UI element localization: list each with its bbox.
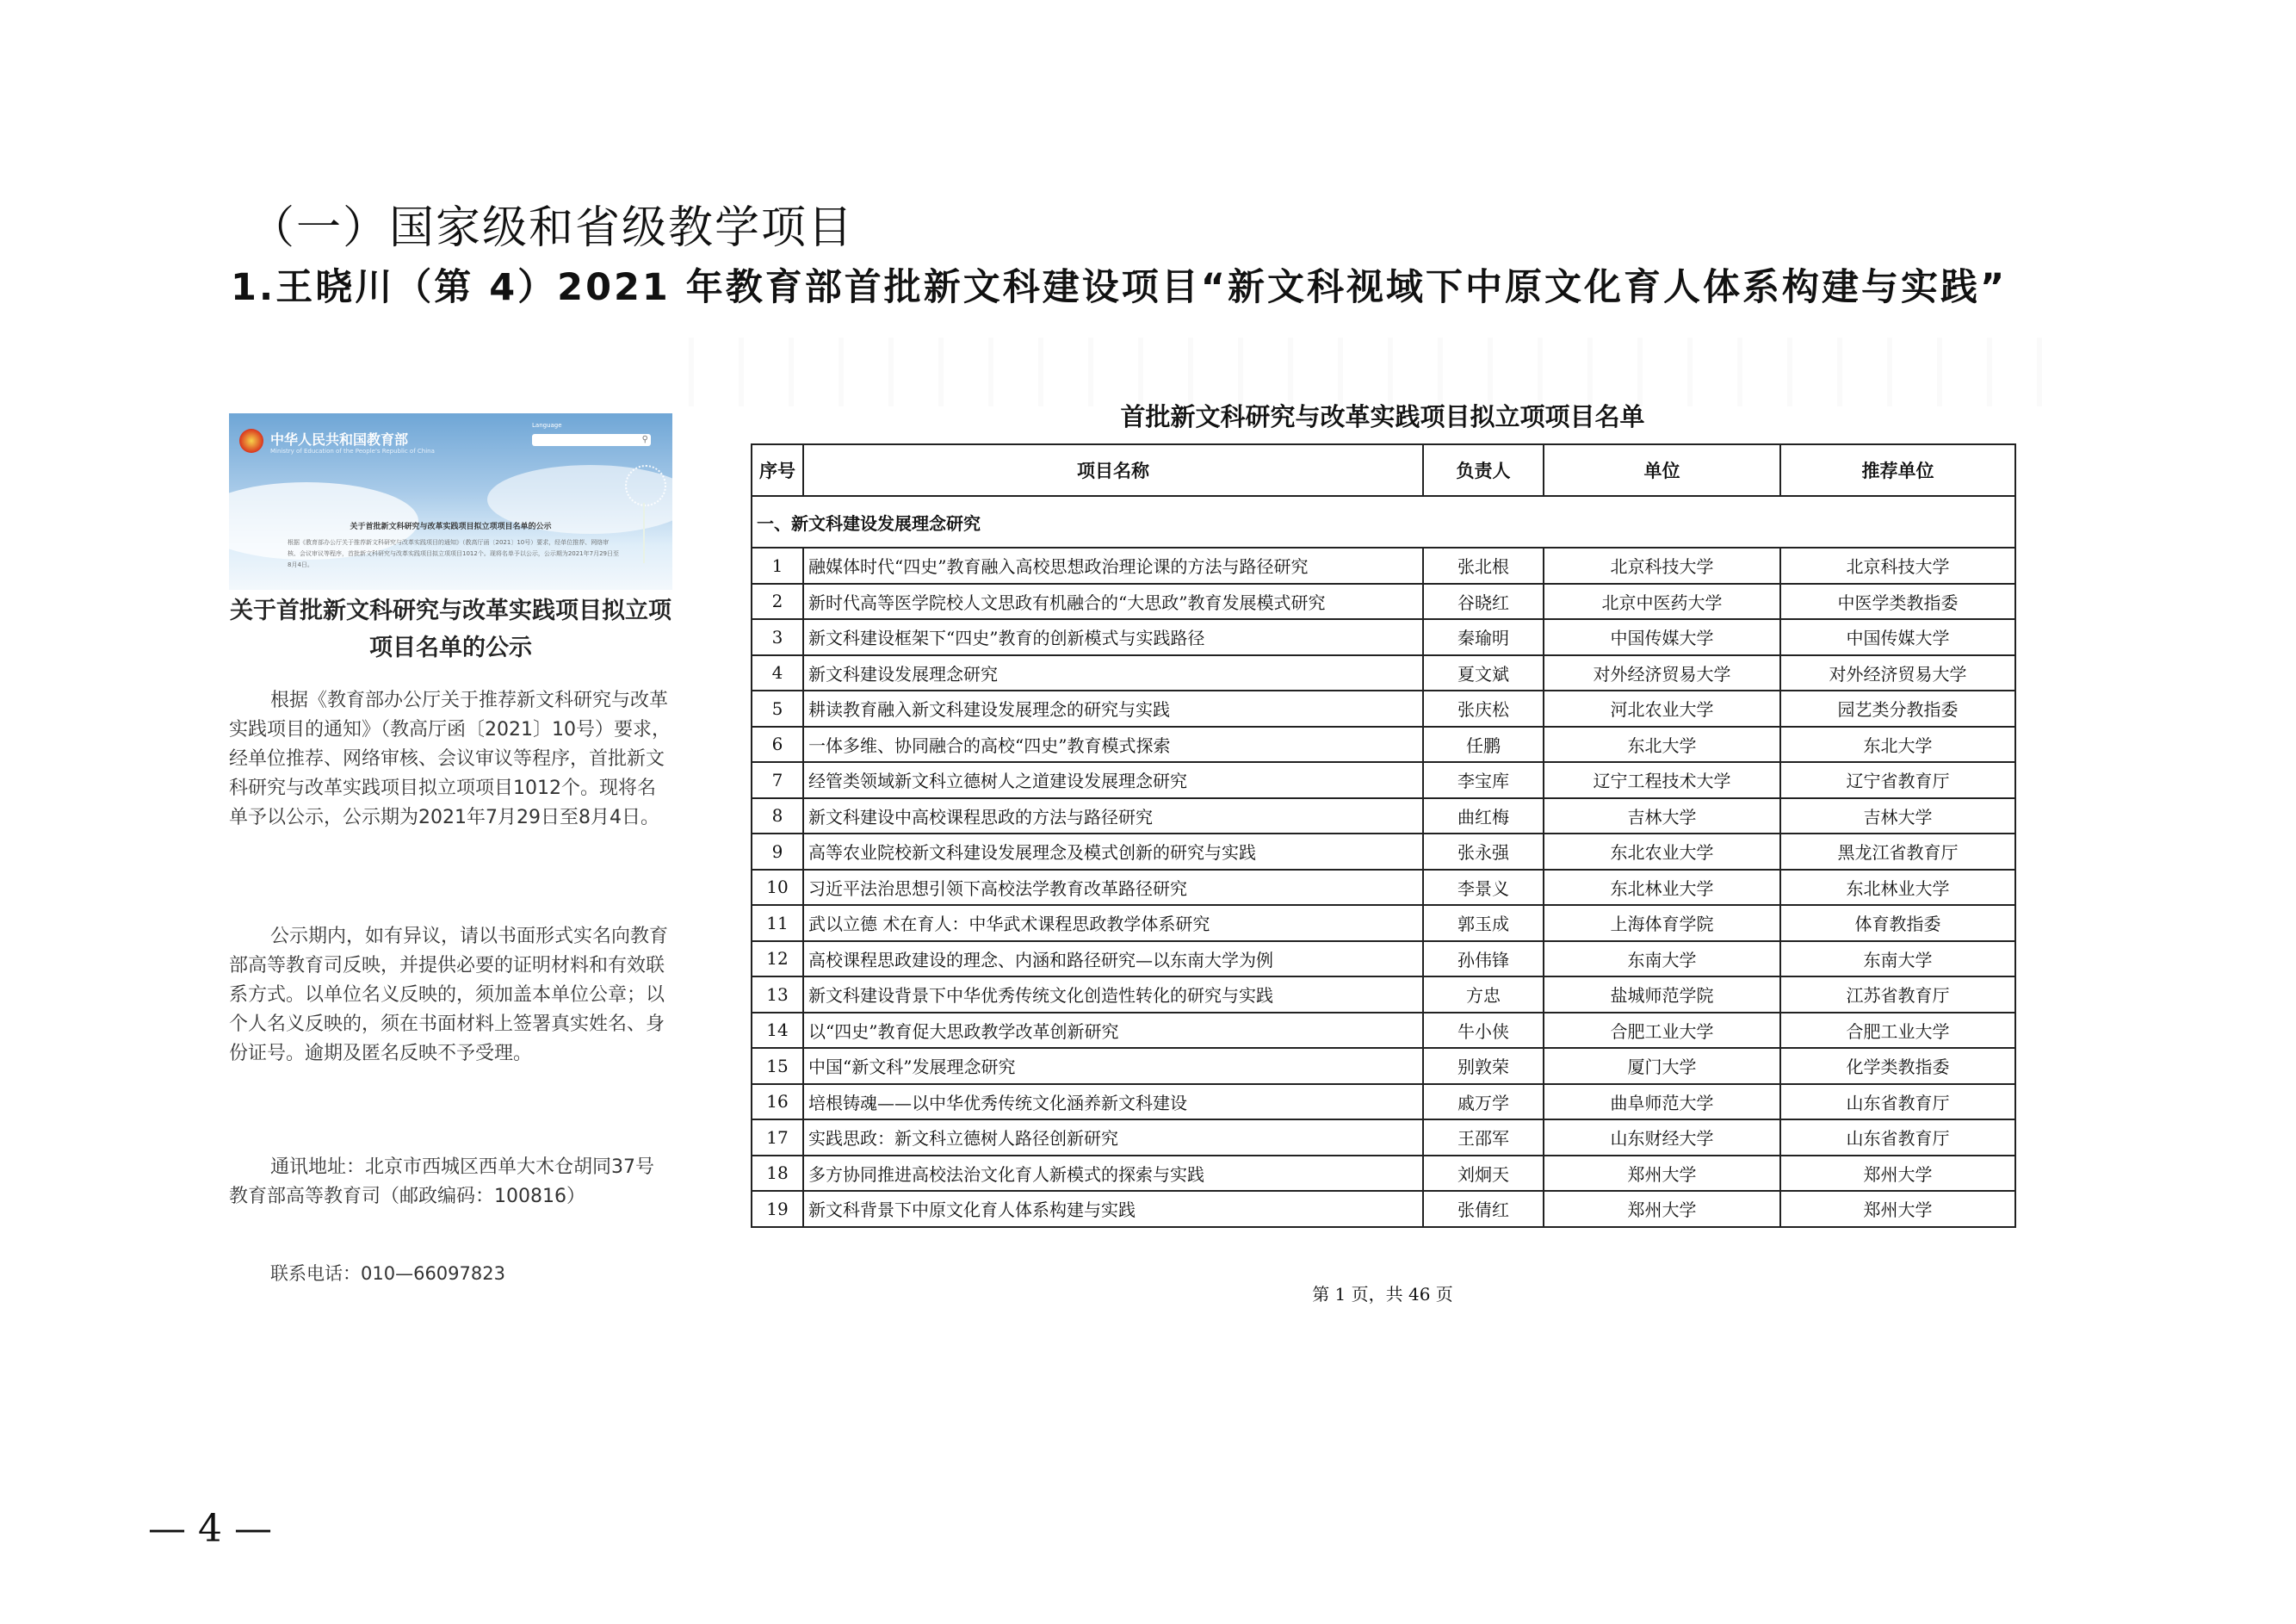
header-institution: 单位: [1544, 444, 1780, 496]
notice-paragraph-3: 通讯地址：北京市西城区西单大木仓胡同37号教育部高等教育司（邮政编码：100816）: [229, 1156, 654, 1207]
cell-institution: 东北林业大学: [1544, 870, 1780, 906]
cell-project-name: 高等农业院校新文科建设发展理念及模式创新的研究与实践: [803, 834, 1423, 870]
cell-recommender: 体育教指委: [1780, 905, 2015, 941]
cell-index: 16: [752, 1084, 803, 1120]
cell-project-name: 实践思政：新文科立德树人路径创新研究: [803, 1119, 1423, 1156]
cell-index: 12: [752, 941, 803, 977]
notice-small-body: 根据《教育部办公厅关于推荐新文科研究与改革实践项目的通知》（教高厅函〔2021〕10号）要求，经单位推荐、网络审核、会议审议等程序，首批新文科研究与改革实践项目拟立项项目1012个。现将名单予以公示，公示期为2021年7月29日至8月4日。: [288, 539, 619, 568]
table-row: [752, 941, 2015, 977]
cell-project-name: 新文科建设背景下中华优秀传统文化创造性转化的研究与实践: [803, 976, 1423, 1013]
table-row: [752, 905, 2015, 941]
table-row: [752, 584, 2015, 620]
cell-index: 5: [752, 691, 803, 727]
cell-leader: 孙伟锋: [1423, 941, 1544, 977]
cell-index: 13: [752, 976, 803, 1013]
table-row: [752, 1156, 2015, 1192]
cell-recommender: 郑州大学: [1780, 1191, 2015, 1227]
notice-small-title: 关于首批新文科研究与改革实践项目拟立项项目名单的公示: [350, 523, 552, 531]
cell-index: 11: [752, 905, 803, 941]
cell-leader: 张庆松: [1423, 691, 1544, 727]
section-heading: （一）国家级和省级教学项目: [250, 202, 855, 254]
table-row: [752, 655, 2015, 691]
cell-project-name: 中国“新文科”发展理念研究: [803, 1048, 1423, 1084]
cell-leader: 曲红梅: [1423, 798, 1544, 834]
cell-leader: 牛小侠: [1423, 1013, 1544, 1049]
cell-recommender: 江苏省教育厅: [1780, 976, 2015, 1013]
cell-index: 9: [752, 834, 803, 870]
cell-index: 10: [752, 870, 803, 906]
cell-institution: 北京科技大学: [1544, 548, 1780, 584]
cell-leader: 李宝库: [1423, 762, 1544, 798]
cell-index: 14: [752, 1013, 803, 1049]
header-leader: 负责人: [1423, 444, 1544, 496]
cell-recommender: 山东省教育厅: [1780, 1084, 2015, 1120]
cell-recommender: 黑龙江省教育厅: [1780, 834, 2015, 870]
table-row: [752, 619, 2015, 655]
table-row: [752, 1084, 2015, 1120]
cell-recommender: 中医学类教指委: [1780, 584, 2015, 620]
header-recommender: 推荐单位: [1780, 444, 2015, 496]
table-row: [752, 798, 2015, 834]
cell-institution: 山东财经大学: [1544, 1119, 1780, 1156]
cell-leader: 秦瑜明: [1423, 619, 1544, 655]
cell-institution: 上海体育学院: [1544, 905, 1780, 941]
table-row: [752, 1119, 2015, 1156]
cell-project-name: 新文科建设框架下“四史”教育的创新模式与实践路径: [803, 619, 1423, 655]
table-row: [752, 548, 2015, 584]
table-header-row: [752, 444, 2015, 496]
item-heading: 1.王晓川（第 4）2021 年教育部首批新文科建设项目“新文科视域下中原文化育人体系构建与实践”: [231, 266, 2008, 309]
cell-index: 3: [752, 619, 803, 655]
dandelion-icon: [625, 465, 666, 506]
table-page-footer: 第 1 页，共 46 页: [1312, 1284, 1453, 1305]
cell-institution: 吉林大学: [1544, 798, 1780, 834]
notice-paragraph-1: 根据《教育部办公厅关于推荐新文科研究与改革实践项目的通知》（教高厅函〔2021〕10号）要求，经单位推荐、网络审核、会议审议等程序，首批新文科研究与改革实践项目拟立项项目1012个。现将名单予以公示，公示期为2021年7月29日至8月4日。: [229, 690, 671, 828]
cell-project-name: 新文科背景下中原文化育人体系构建与实践: [803, 1191, 1423, 1227]
cell-project-name: 新文科建设发展理念研究: [803, 655, 1423, 691]
section-row: [752, 496, 2015, 548]
cell-project-name: 高校课程思政建设的理念、内涵和路径研究—以东南大学为例: [803, 941, 1423, 977]
cell-recommender: 东北林业大学: [1780, 870, 2015, 906]
header-index: 序号: [752, 444, 803, 496]
cell-recommender: 中国传媒大学: [1780, 619, 2015, 655]
cell-index: 2: [752, 584, 803, 620]
cell-leader: 王邵军: [1423, 1119, 1544, 1156]
cell-leader: 夏文斌: [1423, 655, 1544, 691]
cell-recommender: 合肥工业大学: [1780, 1013, 2015, 1049]
cell-index: 6: [752, 727, 803, 763]
cell-project-name: 以“四史”教育促大思政教学改革创新研究: [803, 1013, 1423, 1049]
cell-project-name: 习近平法治思想引领下高校法学教育改革路径研究: [803, 870, 1423, 906]
cell-recommender: 山东省教育厅: [1780, 1119, 2015, 1156]
cell-leader: 谷晓红: [1423, 584, 1544, 620]
cell-leader: 李景义: [1423, 870, 1544, 906]
cell-institution: 东北农业大学: [1544, 834, 1780, 870]
project-table: [751, 443, 2016, 1228]
table-row: [752, 1191, 2015, 1227]
cell-recommender: 化学类教指委: [1780, 1048, 2015, 1084]
cell-index: 15: [752, 1048, 803, 1084]
cell-institution: 合肥工业大学: [1544, 1013, 1780, 1049]
cell-recommender: 辽宁省教育厅: [1780, 762, 2015, 798]
cell-project-name: 耕读教育融入新文科建设发展理念的研究与实践: [803, 691, 1423, 727]
cell-project-name: 融媒体时代“四史”教育融入高校思想政治理论课的方法与路径研究: [803, 548, 1423, 584]
cell-leader: 任鹏: [1423, 727, 1544, 763]
cell-institution: 盐城师范学院: [1544, 976, 1780, 1013]
notice-paragraph-2: 公示期内，如有异议，请以书面形式实名向教育部高等教育司反映，并提供必要的证明材料和有效联系方式。以单位名义反映的，须加盖本单位公章；以个人名义反映的，须在书面材料上签署真实姓名、身份证号。逾期及匿名反映不予受理。: [229, 926, 669, 1064]
table-row: [752, 976, 2015, 1013]
cell-recommender: 园艺类分教指委: [1780, 691, 2015, 727]
cell-recommender: 东北大学: [1780, 727, 2015, 763]
search-icon[interactable]: ⚲: [641, 435, 648, 444]
table-row: [752, 834, 2015, 870]
cell-institution: 辽宁工程技术大学: [1544, 762, 1780, 798]
cell-institution: 郑州大学: [1544, 1156, 1780, 1192]
search-input[interactable]: [532, 434, 651, 446]
table-row: [752, 727, 2015, 763]
cell-project-name: 武以立德 术在育人：中华武术课程思政教学体系研究: [803, 905, 1423, 941]
cell-recommender: 郑州大学: [1780, 1156, 2015, 1192]
cell-project-name: 培根铸魂——以中华优秀传统文化涵养新文科建设: [803, 1084, 1423, 1120]
cell-institution: 中国传媒大学: [1544, 619, 1780, 655]
table-row: [752, 762, 2015, 798]
scan-artifact: [689, 338, 2066, 406]
cell-leader: 张北根: [1423, 548, 1544, 584]
cell-project-name: 经管类领域新文科立德树人之道建设发展理念研究: [803, 762, 1423, 798]
cell-institution: 东南大学: [1544, 941, 1780, 977]
cell-index: 18: [752, 1156, 803, 1192]
cell-project-name: 多方协同推进高校法治文化育人新模式的探索与实践: [803, 1156, 1423, 1192]
cell-leader: 郭玉成: [1423, 905, 1544, 941]
ministry-english-name: Ministry of Education of the People's Republic of China: [270, 448, 435, 455]
cell-institution: 曲阜师范大学: [1544, 1084, 1780, 1120]
cell-institution: 东北大学: [1544, 727, 1780, 763]
cell-project-name: 新文科建设中高校课程思政的方法与路径研究: [803, 798, 1423, 834]
section-label: 一、新文科建设发展理念研究: [752, 496, 2015, 548]
cell-recommender: 对外经济贸易大学: [1780, 655, 2015, 691]
cell-recommender: 吉林大学: [1780, 798, 2015, 834]
cell-institution: 厦门大学: [1544, 1048, 1780, 1084]
cell-recommender: 北京科技大学: [1780, 548, 2015, 584]
cell-leader: 刘炯天: [1423, 1156, 1544, 1192]
table-row: [752, 1048, 2015, 1084]
contact-phone: 联系电话：010—66097823: [270, 1263, 505, 1284]
cell-leader: 张永强: [1423, 834, 1544, 870]
cell-index: 17: [752, 1119, 803, 1156]
cell-project-name: 新时代高等医学院校人文思政有机融合的“大思政”教育发展模式研究: [803, 584, 1423, 620]
cell-index: 19: [752, 1191, 803, 1227]
cell-project-name: 一体多维、协同融合的高校“四史”教育模式探索: [803, 727, 1423, 763]
table-row: [752, 691, 2015, 727]
header-project-name: 项目名称: [803, 444, 1423, 496]
cell-institution: 郑州大学: [1544, 1191, 1780, 1227]
table-title: 首批新文科研究与改革实践项目拟立项项目名单: [1120, 402, 1645, 431]
cell-index: 1: [752, 548, 803, 584]
table-row: [752, 1013, 2015, 1049]
ministry-banner: [229, 413, 672, 590]
language-link[interactable]: Language: [532, 422, 562, 429]
dandelion-stem: [643, 503, 645, 563]
cell-institution: 河北农业大学: [1544, 691, 1780, 727]
cell-leader: 方忠: [1423, 976, 1544, 1013]
cell-recommender: 东南大学: [1780, 941, 2015, 977]
table-row: [752, 870, 2015, 906]
cell-leader: 别敦荣: [1423, 1048, 1544, 1084]
page-number: — 4 —: [148, 1507, 272, 1551]
cell-index: 7: [752, 762, 803, 798]
ministry-name: 中华人民共和国教育部: [270, 431, 409, 448]
cell-institution: 对外经济贸易大学: [1544, 655, 1780, 691]
cell-index: 4: [752, 655, 803, 691]
cell-index: 8: [752, 798, 803, 834]
national-emblem-icon: [239, 429, 263, 453]
cell-institution: 北京中医药大学: [1544, 584, 1780, 620]
notice-title: 关于首批新文科研究与改革实践项目拟立项项目名单的公示: [230, 598, 671, 661]
cell-leader: 戚万学: [1423, 1084, 1544, 1120]
cell-leader: 张倩红: [1423, 1191, 1544, 1227]
